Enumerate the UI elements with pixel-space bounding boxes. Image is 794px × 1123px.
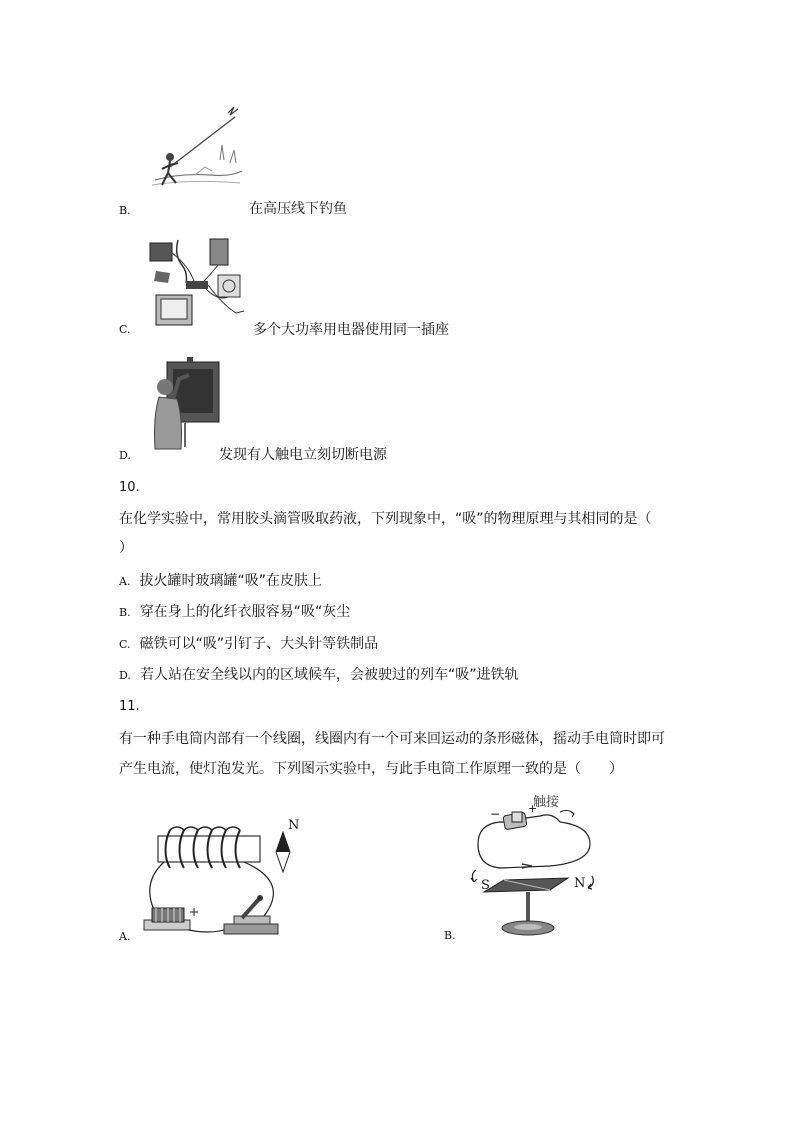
q10-stem-line1: 在化学实验中，常用胶头滴管吸取药液，下列现象中，“吸”的物理原理与其相同的是（ bbox=[119, 511, 652, 527]
q10-number: 10. bbox=[119, 480, 140, 495]
q9-option-d-text: 发现有人触电立刻切断电源 bbox=[219, 447, 387, 463]
q10-option-a-label: A. bbox=[119, 575, 131, 588]
q11-stem-line2: 产生电流，使灯泡发光。下列图示实验中，与此手电筒工作原理一致的是（ ） bbox=[119, 761, 623, 777]
q10-option-c[interactable] bbox=[119, 633, 378, 654]
battery-plus-label: + bbox=[528, 802, 538, 815]
q10-option-b[interactable] bbox=[119, 601, 350, 622]
q10-stem-line2: ） bbox=[119, 540, 133, 556]
appliances-illustration bbox=[148, 235, 248, 330]
generator-loop-diagram bbox=[460, 800, 620, 940]
q9-option-c-text: 多个大功率用电器使用同一插座 bbox=[253, 322, 449, 338]
q9-option-b-text: 在高压线下钓鱼 bbox=[249, 201, 347, 217]
q10-option-b-label: B. bbox=[119, 606, 131, 619]
q11-option-b-label[interactable]: B. bbox=[444, 929, 456, 942]
q10-option-c-text: 磁铁可以“吸”引钉子、大头针等铁制品 bbox=[139, 636, 379, 652]
q10-option-c-label: C. bbox=[119, 638, 131, 651]
q10-option-a-text: 拔火罐时玻璃罐“吸”在皮肤上 bbox=[139, 573, 323, 589]
q10-option-d-text: 若人站在安全线以内的区域候车，会被驶过的列车“吸”进铁轨 bbox=[140, 667, 519, 683]
q9-option-d-label: D. bbox=[119, 449, 131, 462]
q11-number: 11. bbox=[119, 699, 140, 714]
solenoid-diagram bbox=[140, 812, 310, 942]
q11-stem-line1: 有一种手电筒内部有一个线圈，线圈内有一个可来回运动的条形磁体，摇动手电筒时即可 bbox=[119, 731, 665, 747]
fishing-illustration bbox=[150, 105, 245, 190]
magnet-n-label: N bbox=[574, 876, 586, 891]
battery-minus-label: − bbox=[490, 807, 501, 821]
magnet-s-label: S bbox=[481, 878, 490, 893]
q10-option-b-text: 穿在身上的化纤衣服容易“吸“灰尘 bbox=[139, 604, 351, 620]
q9-option-c-label: C. bbox=[119, 323, 131, 336]
touch-label: 触接 bbox=[533, 795, 560, 810]
q10-option-a[interactable] bbox=[119, 570, 322, 591]
q10-option-d-label: D. bbox=[119, 669, 131, 682]
compass-n-label: N bbox=[288, 818, 300, 833]
q10-option-d[interactable] bbox=[119, 664, 519, 685]
q9-option-b-label: B. bbox=[119, 204, 131, 217]
q11-option-a-label[interactable]: A. bbox=[119, 930, 131, 943]
switch-illustration bbox=[149, 357, 224, 452]
